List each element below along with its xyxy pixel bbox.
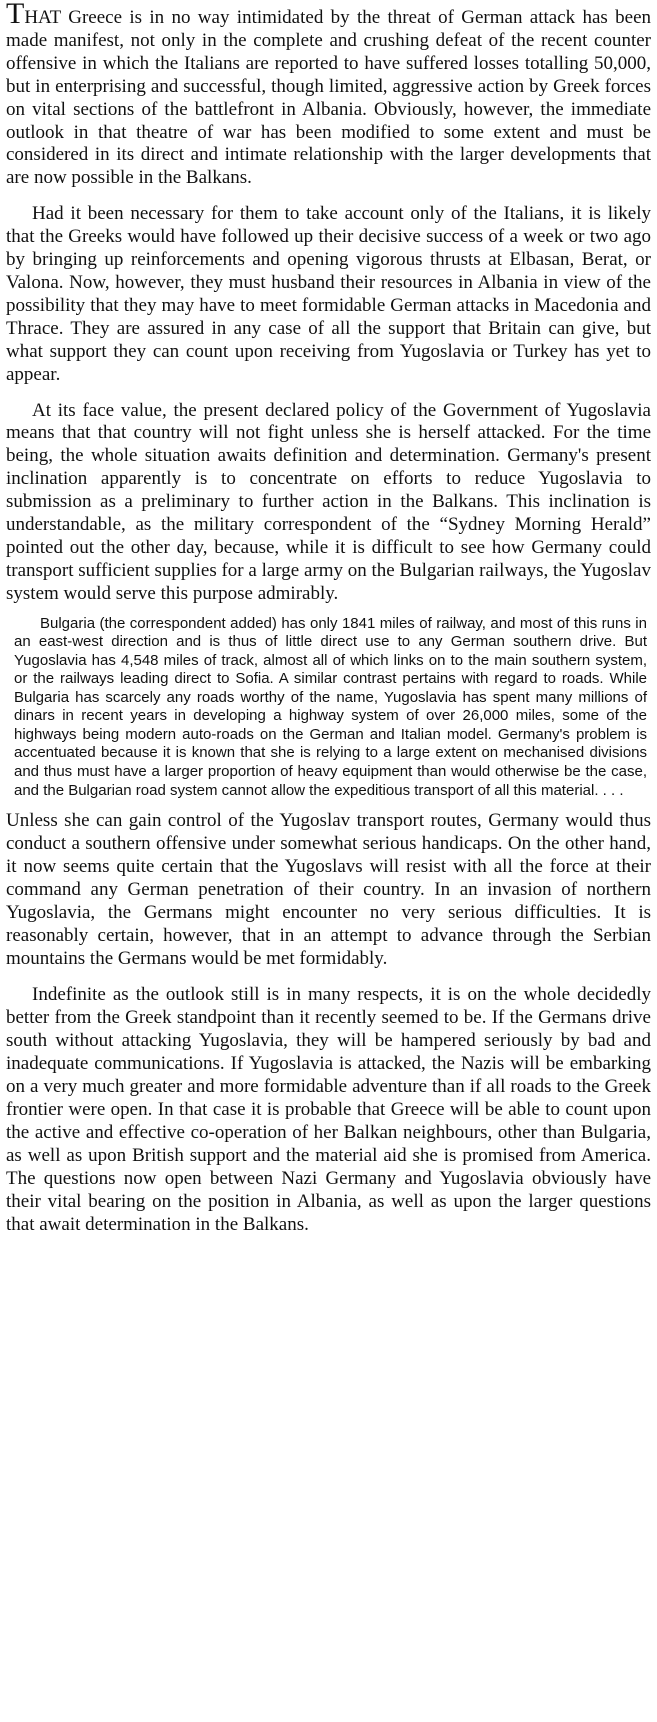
- paragraph-1: [6, 0, 651, 190]
- paragraph-4: Unless she can gain control of the Yugoslav transport routes, Germany would thus conduct a southern offensive under somewhat serious handicaps. On the other hand, it now seems quite certain that the Yugoslavs will resist with all the force at their command any German penetration of their country. In an invasion of northern Yugoslavia, the Germans might encounter no very serious difficulties. It is reasonably certain, however, that in an attempt to advance through the Serbian mountains the Germans would be met formidably.: [6, 810, 651, 969]
- paragraph-2: Had it been necessary for them to take account only of the Italians, it is likely that the Greeks would have followed up their decisive success of a week or two ago by bringing up reinforcements and opening vigorous thrusts at Elbasan, Berat, or Valona. Now, however, they must husband their resources in Albania in view of the possibility that they may have to meet formidable German attacks in Macedonia and Thrace. They are assured in any case of all the support that Britain can give, but what support they can count upon receiving from Yugoslavia or Turkey has yet to appear.: [6, 203, 651, 385]
- paragraph-1-text: HAT Greece is in no way intimidated by the threat of German attack has been made manifest, not only in the complete and crushing defeat of the recent counter offensive in which the Italians are reported to have suffered losses totalling 50,000, but in enterprising and successful, though limited, aggressive action by Greek forces on vital sections of the battlefront in Albania. Obviously, however, the immediate outlook in that theatre of war has been modified to some extent and must be considered in its direct and intimate relationship with the larger developments that are now possible in the Balkans.: [6, 7, 651, 189]
- paragraph-5: Indefinite as the outlook still is in many respects, it is on the whole decidedly better from the Greek standpoint than it recently seemed to be. If the Germans drive south without attacking Yugoslavia, they will be hampered seriously by bad and inadequate communications. If Yugoslavia is attacked, the Nazis will be embarking on a very much greater and more formidable adventure than if all roads to the Greek frontier were open. In that case it is probable that Greece will be able to count upon the active and effective co-operation of her Balkan neighbours, other than Bulgaria, as well as upon British support and the material aid she is promised from America. The questions now open between Nazi Germany and Yugoslavia obviously have their vital bearing on the position in Albania, as well as upon the larger questions that await determination in the Balkans.: [6, 984, 651, 1235]
- quoted-passage: Bulgaria (the correspondent added) has only 1841 miles of railway, and most of this runs in an east-west direction and is thus of little direct use to any German southern drive. But Yugoslavia has 4,548 miles of track, almost all of which links on to the main southern system, or the railways leading direct to Sofia. A similar contrast pertains with regard to roads. While Bulgaria has scarcely any roads worthy of the name, Yugoslavia has spent many millions of dinars in recent years in developing a highway system of over 26,000 miles, some of the highways being modern auto-roads on the German and Italian model. Germany's problem is accentuated because it is known that she is relying to a large extent on mechanised divisions and thus must have a larger proportion of heavy equipment than would otherwise be the case, and the Bulgarian road system cannot allow the expeditious transport of all this material. . . .: [14, 614, 647, 799]
- paragraph-3: At its face value, the present declared policy of the Government of Yugoslavia means that that country will not fight unless she is herself attacked. For the time being, the whole situation awaits definition and determination. Germany's present inclination apparently is to concentrate on efforts to reduce Yugoslavia to submission as a preliminary to further action in the Balkans. This inclination is understandable, as the military correspondent of the “Sydney Morning Herald” pointed out the other day, because, while it is difficult to see how Germany could transport sufficient supplies for a large army on the Bulgarian railways, the Yugoslav system would serve this purpose admirably.: [6, 399, 651, 604]
- initial-letter: T: [6, 0, 25, 30]
